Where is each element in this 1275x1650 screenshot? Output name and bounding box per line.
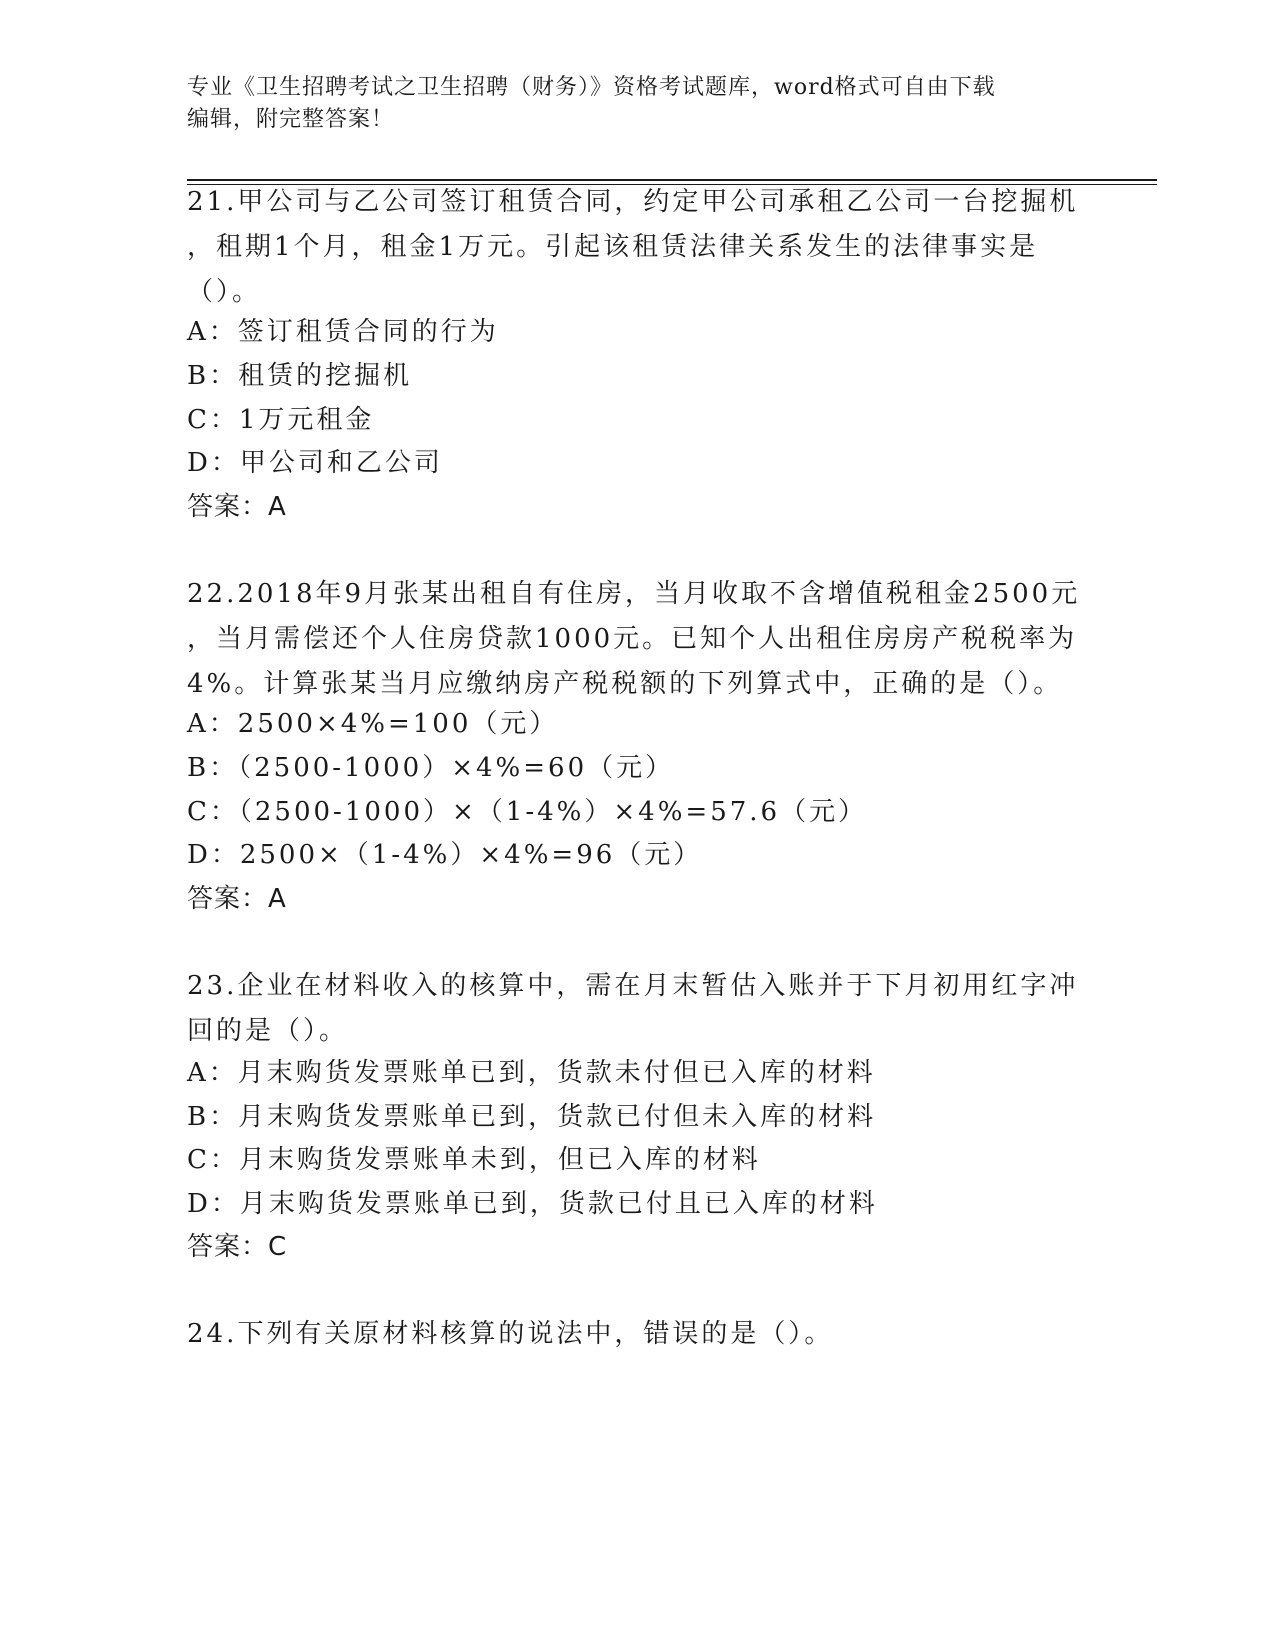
question-23-option-d: D：月末购货发票账单已到，货款已付且已入库的材料 bbox=[187, 1189, 878, 1219]
question-23-stem bbox=[187, 964, 1087, 1054]
question-21-option-c: C：1万元租金 bbox=[187, 405, 375, 435]
question-21-option-b: B：租赁的挖掘机 bbox=[187, 361, 413, 391]
question-stem-line: ，当月需偿还个人住房贷款1000元。已知个人出租住房房产税税率为 bbox=[187, 624, 1078, 654]
question-22-answer: 答案：A bbox=[187, 884, 287, 914]
question-stem-line: 21.甲公司与乙公司签订租赁合同，约定甲公司承租乙公司一台挖掘机 bbox=[187, 187, 1079, 217]
header-line-1: 专业《卫生招聘考试之卫生招聘（财务）》资格考试题库，word格式可自由下载 bbox=[187, 75, 996, 100]
question-21-answer: 答案：A bbox=[187, 492, 287, 522]
question-22-option-b: B：（2500-1000）×4%=60（元） bbox=[187, 753, 675, 783]
question-21-option-d: D：甲公司和乙公司 bbox=[187, 448, 443, 478]
question-stem-line: 24.下列有关原材料核算的说法中，错误的是（）。 bbox=[187, 1319, 834, 1349]
question-stem-line: ，租期1个月，租金1万元。引起该租赁法律关系发生的法律事实是 bbox=[187, 232, 1039, 262]
question-stem-line: 22.2018年9月张某出租自有住房，当月收取不含增值税租金2500元 bbox=[187, 579, 1081, 609]
question-23-answer: 答案：C bbox=[187, 1232, 288, 1262]
question-22-option-a: A：2500×4%=100（元） bbox=[187, 709, 559, 739]
header-line-2: 编辑，附完整答案！ bbox=[187, 107, 395, 132]
question-22-option-d: D：2500×（1-4%）×4%=96（元） bbox=[187, 840, 703, 870]
question-23-option-c: C：月末购货发票账单未到，但已入库的材料 bbox=[187, 1145, 761, 1175]
question-stem-line: 4%。计算张某当月应缴纳房产税税额的下列算式中，正确的是（）。 bbox=[187, 669, 1063, 699]
question-22-option-c: C：（2500-1000）×（1-4%）×4%=57.6（元） bbox=[187, 797, 868, 827]
question-stem-line: （）。 bbox=[187, 277, 262, 307]
question-23-option-a: A：月末购货发票账单已到，货款未付但已入库的材料 bbox=[187, 1058, 876, 1088]
question-21-stem bbox=[187, 180, 1087, 315]
question-21-option-a: A：签订租赁合同的行为 bbox=[187, 317, 499, 347]
question-24-stem bbox=[187, 1312, 1087, 1357]
document-header bbox=[187, 72, 1067, 136]
question-stem-line: 回的是（）。 bbox=[187, 1016, 349, 1046]
question-22-stem bbox=[187, 572, 1087, 707]
question-23-option-b: B：月末购货发票账单已到，货款已付但未入库的材料 bbox=[187, 1102, 877, 1132]
question-stem-line: 23.企业在材料收入的核算中，需在月末暂估入账并于下月初用红字冲 bbox=[187, 971, 1079, 1001]
